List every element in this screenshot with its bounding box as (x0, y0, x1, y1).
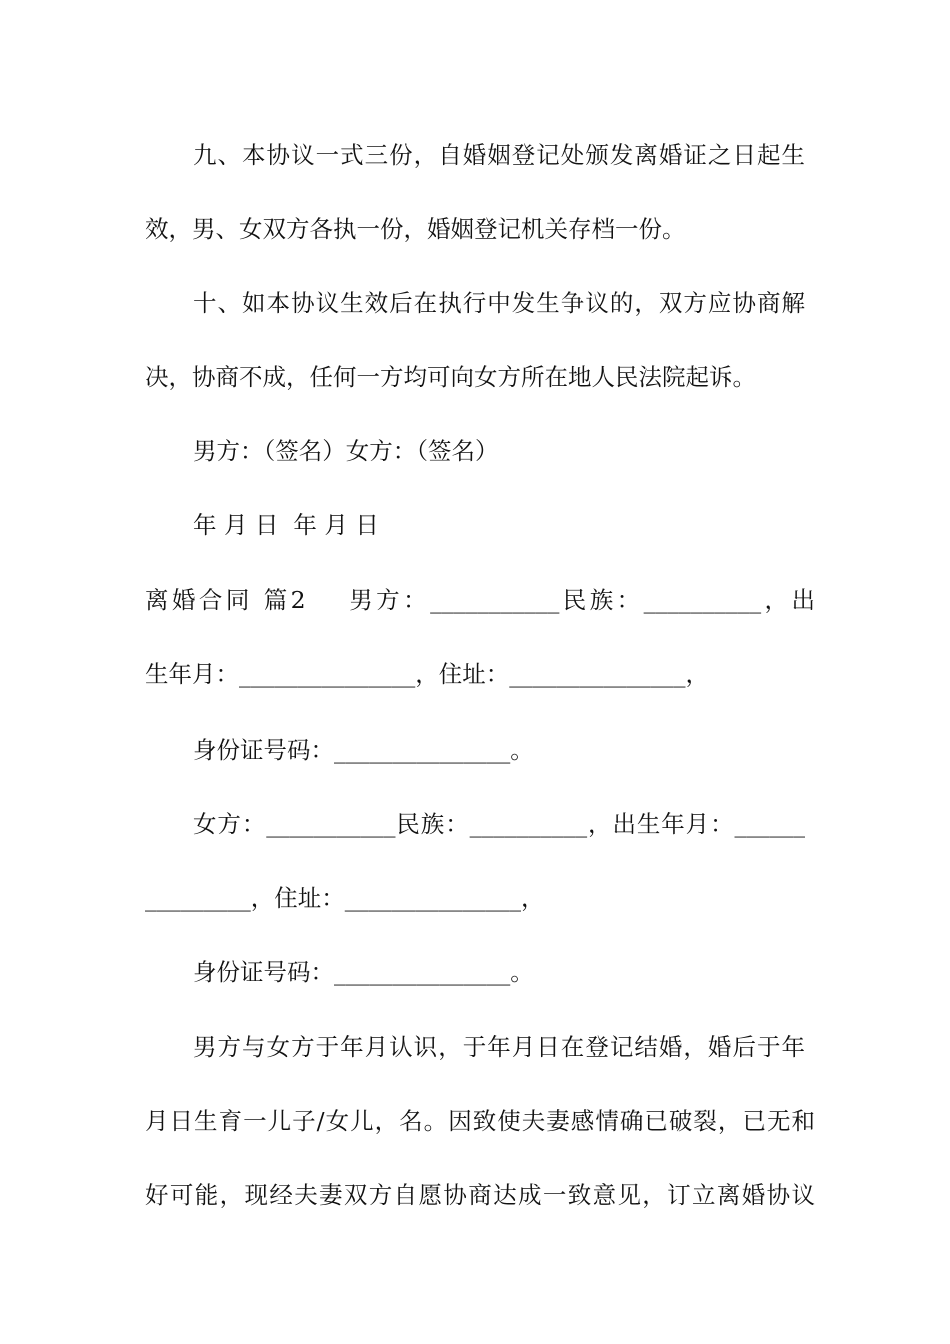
form-field-line: 生年月：_______________，住址：_______________， (145, 660, 709, 688)
paragraph-line: 九、本协议一式三份，自婚姻登记处颁发离婚证之日起生 (193, 141, 805, 169)
signature-line: 男方：（签名）女方：（签名） (193, 437, 499, 465)
paragraph-line: 决，协商不成，任何一方均可向女方所在地人民法院起诉。 (145, 363, 756, 391)
paragraph-line: 好可能，现经夫妻双方自愿协商达成一致意见，订立离婚协议 (145, 1181, 815, 1209)
paragraph-line: 男方与女方于年月认识，于年月日在登记结婚，婚后于年 (193, 1033, 805, 1061)
paragraph-line: 月日生育一儿子/女儿，名。因致使夫妻感情确已破裂，已无和 (145, 1107, 815, 1135)
form-field-line: 身份证号码：_______________。 (193, 736, 534, 764)
section-heading-line: 离婚合同 篇2 男方：___________民族：__________，出 (145, 586, 815, 614)
paragraph-line: 十、如本协议生效后在执行中发生争议的，双方应协商解 (193, 289, 805, 317)
paragraph-line: 效，男、女双方各执一份，婚姻登记机关存档一份。 (145, 215, 686, 243)
form-field-line: _________，住址：_______________， (145, 884, 545, 912)
form-field-line: 女方：___________民族：__________，出生年月：______ (193, 810, 805, 838)
form-field-line: 身份证号码：_______________。 (193, 958, 534, 986)
date-line: 年 月 日 年 月 日 (193, 511, 379, 539)
